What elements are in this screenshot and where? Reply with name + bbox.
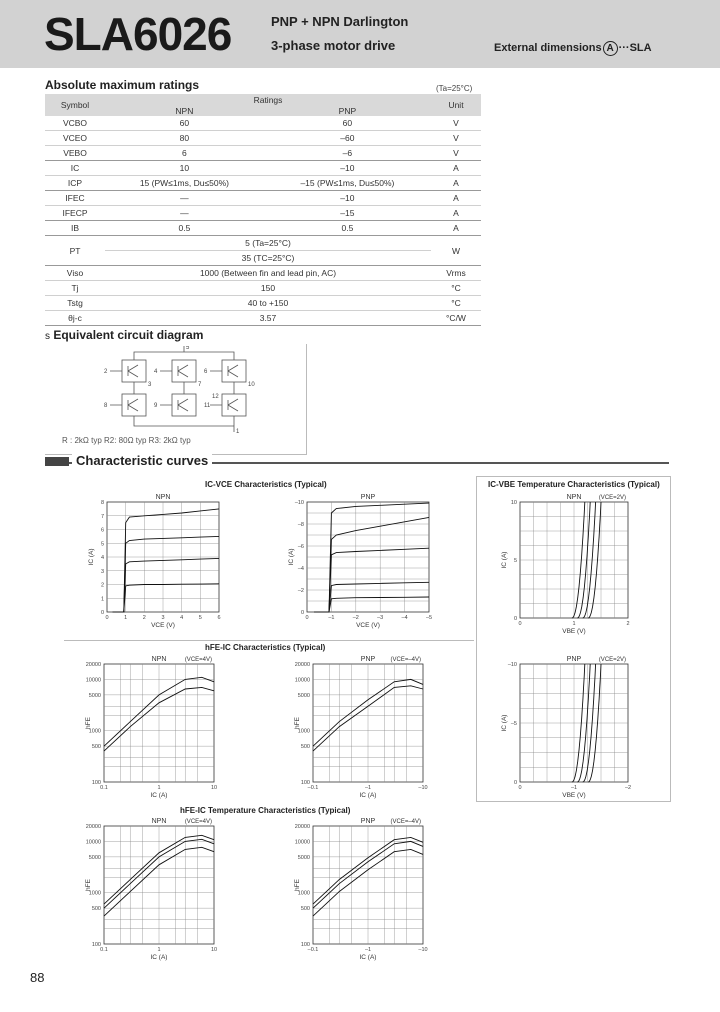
tick-label: –10 (418, 785, 428, 791)
x-axis-label: IC (A) (359, 792, 377, 799)
y-axis-label: IC (A) (88, 548, 95, 566)
cell-npn: 80 (105, 131, 264, 146)
y-axis-label: IC (A) (288, 548, 295, 566)
x-axis-label: VBE (V) (562, 792, 586, 799)
table-row (45, 251, 481, 266)
ratings-table (45, 94, 481, 326)
cell-unit: °C (431, 296, 481, 311)
chart-ic-vce-pnp (285, 490, 445, 640)
tick-label: 3 (161, 615, 165, 621)
tick-label: 0.1 (100, 947, 108, 953)
chart-ic-vbe-npn (488, 490, 638, 640)
cell-npn: 10 (105, 161, 264, 176)
tick-label: 0 (105, 615, 109, 621)
tick-label: 20000 (85, 824, 101, 830)
tick-label: 1 (157, 947, 161, 953)
y-axis-label: hFE (85, 717, 92, 729)
tick-label: –4 (401, 615, 408, 621)
cell-unit: A (431, 176, 481, 191)
tick-label: 100 (300, 780, 310, 786)
chart-subtitle: PNP (566, 656, 582, 663)
ratings-ta-note: (Ta=25°C) (436, 84, 473, 93)
tick-label: –2 (624, 785, 632, 791)
cell-unit: V (431, 146, 481, 161)
tick-label: 10 (210, 785, 218, 791)
tick-label: 6 (100, 527, 104, 534)
pin-label: 11 (204, 403, 211, 409)
header-band (0, 0, 720, 68)
y-axis-label: hFE (294, 879, 301, 891)
tick-label: –3 (377, 615, 384, 621)
table-row (45, 206, 481, 221)
tick-label: –10 (418, 947, 428, 953)
chart-subtitle: NPN (566, 494, 582, 501)
tick-label: 2 (100, 582, 104, 589)
tick-label: 5 (513, 558, 517, 564)
x-axis-label: VCE (V) (151, 622, 175, 629)
cell-pnp: –15 (PW≤1ms, Du≤50%) (264, 176, 431, 191)
ic-vce-title: IC-VCE Characteristics (Typical) (205, 480, 327, 489)
pin-label: 7 (198, 382, 202, 388)
cell-symbol: ICP (45, 176, 105, 191)
circuit-upper-q1 (122, 360, 146, 382)
chart-hfe-ic-temp-npn (76, 814, 236, 964)
tick-label: 0 (300, 610, 304, 616)
cell-symbol: Viso (45, 266, 105, 281)
pin-label: 1 (236, 429, 240, 434)
condition-label: (VCE=4V) (184, 657, 212, 663)
tick-label: 1 (157, 785, 161, 791)
tick-label: –2 (297, 588, 304, 594)
circuit-upper-q2 (172, 360, 196, 382)
x-axis-label: VCE (V) (356, 622, 380, 629)
cell-symbol: VCEO (45, 131, 105, 146)
pin-label: 3 (148, 382, 152, 388)
x-axis-label: IC (A) (150, 954, 168, 961)
chart-ic-vce-npn (85, 490, 235, 640)
tick-label: 1000 (88, 728, 101, 735)
chart-hfe-ic-temp-pnp (285, 814, 445, 964)
table-row (45, 176, 481, 191)
hfe-ic-temp-title: hFE-IC Temperature Characteristics (Typical) (180, 806, 351, 815)
tick-label: 1000 (88, 890, 101, 897)
tick-label: –8 (297, 522, 304, 528)
th-ratings: Ratings (105, 94, 431, 105)
cell-unit: A (431, 191, 481, 206)
circuit-upper-q3 (222, 360, 246, 382)
tick-label: 0 (518, 785, 522, 791)
cell-symbol: IB (45, 221, 105, 236)
cell-pnp: –10 (264, 161, 431, 176)
table-row (45, 146, 481, 161)
table-row (45, 161, 481, 176)
tick-label: –4 (297, 566, 304, 572)
cell-symbol: PT (45, 236, 105, 266)
y-axis-label: hFE (85, 879, 92, 891)
external-dimensions-label (494, 41, 652, 56)
tick-label: 1000 (297, 728, 310, 735)
tick-label: 1000 (297, 890, 310, 897)
cell-value: 3.57 (105, 311, 431, 326)
cell-value: 150 (105, 281, 431, 296)
tick-label: 10 (210, 947, 218, 953)
tick-label: 8 (100, 500, 104, 506)
circuit-title (45, 328, 203, 342)
tick-label: 10000 (294, 839, 310, 846)
x-axis-label: IC (A) (150, 792, 168, 799)
tick-label: 0 (513, 780, 517, 786)
pin-label: 10 (248, 382, 255, 388)
cell-pnp: 60 (264, 116, 431, 131)
tick-label: 5 (198, 615, 202, 621)
th-npn: NPN (105, 105, 264, 116)
tick-label: 0 (518, 621, 522, 627)
ext-dim-circle: A (603, 41, 618, 56)
table-row (45, 311, 481, 326)
tick-label: 0 (100, 610, 104, 616)
th-symbol: Symbol (45, 94, 105, 116)
chart-ic-vbe-pnp (488, 652, 638, 800)
cell-unit: Vrms (431, 266, 481, 281)
circuit-lower-q3 (222, 394, 246, 416)
ratings-title: Absolute maximum ratings (45, 78, 200, 92)
tick-label: 0 (305, 615, 309, 621)
tick-label: 20000 (85, 662, 101, 668)
cell-npn: 6 (105, 146, 264, 161)
cell-npn: — (105, 191, 264, 206)
table-row (45, 266, 481, 281)
tick-label: 2 (626, 621, 630, 627)
y-axis-label: IC (A) (501, 714, 508, 732)
cell-symbol: θj-c (45, 311, 105, 326)
condition-label: (VCE=–4V) (390, 657, 421, 663)
tick-label: 1 (124, 615, 128, 621)
tick-label: –5 (510, 721, 517, 727)
cell-unit: V (431, 131, 481, 146)
pin-label: 4 (154, 369, 158, 375)
tick-label: 3 (100, 568, 104, 575)
page-number: 88 (30, 970, 45, 985)
cell-pnp: –6 (264, 146, 431, 161)
pin-label: 5 (186, 346, 190, 351)
tick-label: 0 (513, 616, 517, 622)
cell-value: 1000 (Between fin and lead pin, AC) (105, 266, 431, 281)
y-axis-label: hFE (294, 717, 301, 729)
chart-subtitle: NPN (151, 656, 167, 663)
cell-unit: W (431, 236, 481, 266)
cell-unit: A (431, 221, 481, 236)
table-row (45, 191, 481, 206)
tick-label: 500 (91, 744, 101, 751)
tick-label: 0.1 (100, 785, 108, 791)
table-row (45, 281, 481, 296)
tick-label: –0.1 (307, 947, 319, 953)
tick-label: 10000 (85, 677, 101, 684)
ext-dim-suffix: ···SLA (618, 42, 652, 54)
tick-label: 5000 (297, 854, 310, 861)
chart-subtitle: PNP (360, 494, 376, 501)
chart-hfe-ic-pnp (285, 652, 445, 802)
chart-divider (64, 640, 474, 641)
circuit-title-text: Equivalent circuit diagram (53, 328, 204, 342)
tick-label: 6 (217, 615, 221, 621)
tick-label: 20000 (294, 662, 310, 668)
section-rule-mark (45, 457, 69, 466)
pin-label: 2 (104, 369, 108, 375)
condition-label: (VCE=2V) (598, 657, 626, 663)
tick-label: –0.1 (307, 785, 319, 791)
cell-pnp: –60 (264, 131, 431, 146)
cell-symbol: IFECP (45, 206, 105, 221)
tick-label: 5000 (88, 854, 101, 861)
tick-label: –6 (297, 544, 304, 550)
cell-npn: 0.5 (105, 221, 264, 236)
tick-label: 10000 (85, 839, 101, 846)
cell-symbol: Tstg (45, 296, 105, 311)
th-unit: Unit (431, 94, 481, 116)
cell-npn: 60 (105, 116, 264, 131)
condition-label: (VCE=4V) (184, 819, 212, 825)
circuit-diagram (100, 346, 270, 434)
chart-subtitle: PNP (360, 656, 376, 663)
tick-label: 5 (100, 541, 104, 548)
table-row (45, 131, 481, 146)
chart-subtitle: PNP (360, 818, 376, 825)
circuit-title-prefix: s (45, 331, 50, 342)
cell-value: 35 (TC=25°C) (105, 251, 431, 266)
tick-label: 500 (91, 906, 101, 913)
subtitle-application: 3-phase motor drive (271, 38, 396, 53)
series-line (113, 584, 219, 612)
series-line (113, 536, 219, 612)
hfe-ic-title: hFE-IC Characteristics (Typical) (205, 643, 326, 652)
cell-unit: °C/W (431, 311, 481, 326)
cell-value: 40 to +150 (105, 296, 431, 311)
x-axis-label: VBE (V) (562, 628, 586, 635)
tick-label: –10 (507, 662, 517, 668)
cell-pnp: 0.5 (264, 221, 431, 236)
tick-label: 5000 (297, 692, 310, 699)
circuit-lower-q2 (172, 394, 196, 416)
tick-label: 10 (510, 500, 517, 506)
cell-unit: A (431, 161, 481, 176)
tick-label: –2 (352, 615, 359, 621)
pin-label: 9 (154, 403, 158, 409)
circuit-inputs (110, 371, 222, 405)
tick-label: 7 (100, 513, 104, 520)
cell-symbol: IC (45, 161, 105, 176)
circuit-top-bus (134, 346, 234, 360)
part-number: SLA6026 (44, 8, 232, 60)
tick-label: –1 (364, 785, 372, 791)
tick-label: 20000 (294, 824, 310, 830)
tick-label: 4 (100, 555, 104, 561)
cell-symbol: VCBO (45, 116, 105, 131)
table-row (45, 116, 481, 131)
tick-label: –1 (328, 615, 335, 621)
condition-label: (VCE=2V) (598, 495, 626, 501)
tick-label: 100 (300, 942, 310, 948)
cell-npn: — (105, 206, 264, 221)
chart-subtitle: NPN (151, 818, 167, 825)
cell-unit: A (431, 206, 481, 221)
condition-label: (VCE=–4V) (390, 819, 421, 825)
table-row (45, 296, 481, 311)
cell-pnp: –15 (264, 206, 431, 221)
tick-label: –5 (425, 615, 433, 621)
table-row (45, 236, 481, 251)
circuit-lower-q1 (122, 394, 146, 416)
tick-label: 500 (300, 906, 310, 913)
tick-label: –1 (364, 947, 372, 953)
tick-label: 1 (100, 596, 104, 603)
circuit-bottom-bus (134, 416, 234, 432)
cell-symbol: IFEC (45, 191, 105, 206)
pin-label: 12 (212, 394, 219, 400)
tick-label: 100 (91, 942, 101, 948)
chart-subtitle: NPN (155, 494, 171, 501)
table-row (45, 221, 481, 236)
tick-label: 10000 (294, 677, 310, 684)
x-axis-label: IC (A) (359, 954, 377, 961)
tick-label: 500 (300, 744, 310, 751)
cell-pnp: –10 (264, 191, 431, 206)
cell-value: 5 (Ta=25°C) (105, 236, 431, 251)
tick-label: 100 (91, 780, 101, 786)
cell-unit: °C (431, 281, 481, 296)
cell-symbol: Tj (45, 281, 105, 296)
tick-label: 4 (180, 615, 184, 621)
tick-label: 1 (572, 621, 576, 627)
cell-symbol: VEBO (45, 146, 105, 161)
tick-label: –1 (570, 785, 578, 791)
pin-label: 6 (204, 369, 208, 375)
y-axis-label: IC (A) (501, 551, 508, 569)
tick-label: –10 (294, 500, 304, 506)
circuit-resistor-note: R : 2kΩ typ R2: 80Ω typ R3: 2kΩ typ (62, 436, 191, 445)
pin-label: 8 (104, 403, 108, 409)
cell-unit: V (431, 116, 481, 131)
cell-npn: 15 (PW≤1ms, Du≤50%) (105, 176, 264, 191)
chart-hfe-ic-npn (76, 652, 236, 802)
th-pnp: PNP (264, 105, 431, 116)
tick-label: 2 (142, 615, 146, 621)
curves-title: Characteristic curves (72, 453, 212, 468)
tick-label: 5000 (88, 692, 101, 699)
ext-dim-text: External dimensions (494, 42, 602, 54)
ic-vbe-title: IC-VBE Temperature Characteristics (Typical) (488, 480, 660, 489)
subtitle-type: PNP + NPN Darlington (271, 14, 409, 29)
